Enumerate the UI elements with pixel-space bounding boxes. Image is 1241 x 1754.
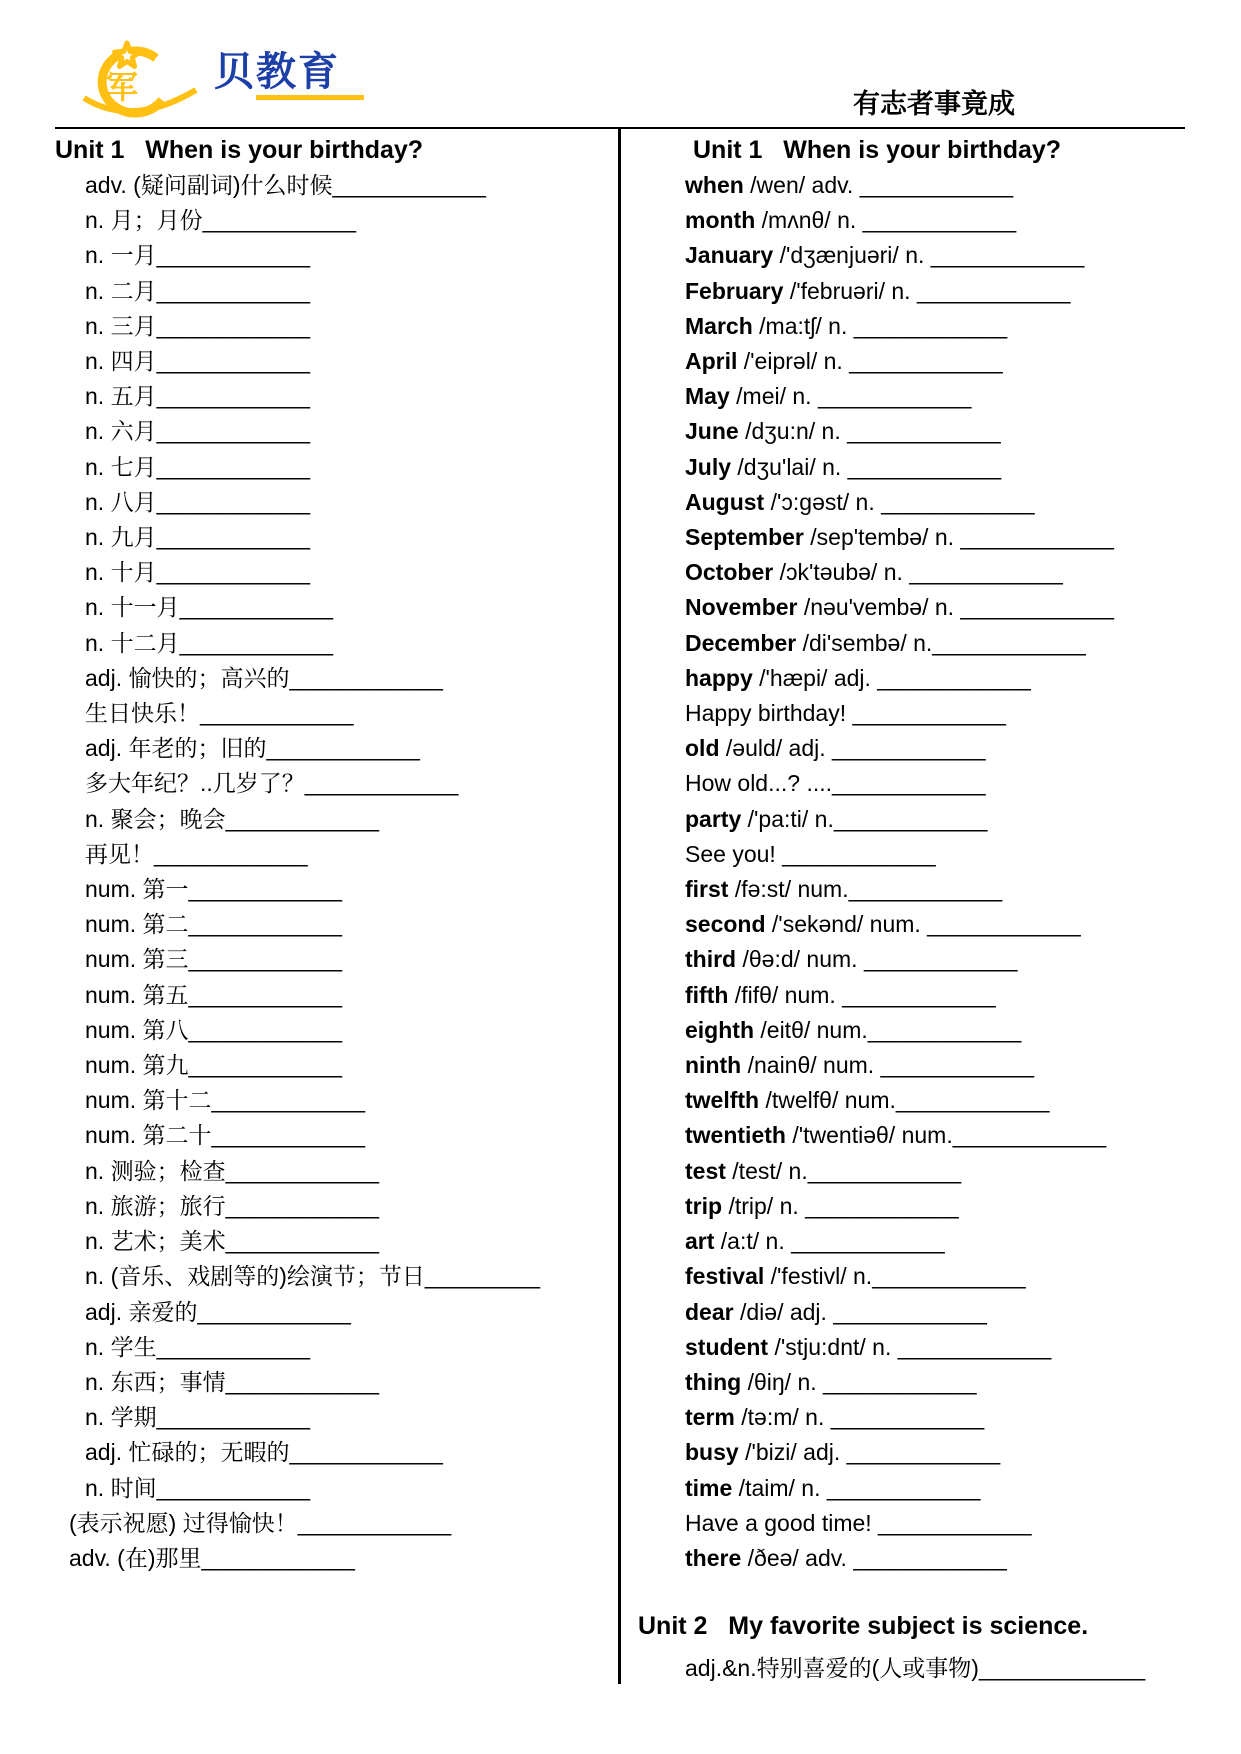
vocab-word: trip: [685, 1192, 723, 1219]
vocab-row-english: [622, 626, 1185, 661]
vocab-word: November: [685, 594, 798, 621]
vocab-phonetic-with-blank: /dʒu'lai/ n. ____________: [731, 453, 1002, 480]
vocab-phonetic-with-blank: /twelfθ/ num.____________: [759, 1087, 1050, 1114]
vocab-row-english: [622, 942, 1185, 977]
vocab-row-chinese: [55, 1118, 615, 1153]
vocab-row-chinese: [55, 626, 615, 661]
vocab-word: August: [685, 488, 765, 515]
left-rows: [55, 168, 615, 1576]
vocab-prompt-with-blank: n. 聚会；晚会____________: [85, 805, 380, 832]
vocab-phonetic-with-blank: /'stju:dnt/ n. ____________: [768, 1333, 1052, 1360]
vocab-row-chinese: [55, 1013, 615, 1048]
vocab-row-chinese: [55, 1471, 615, 1506]
vocab-prompt-with-blank: n. 五月____________: [85, 383, 311, 410]
vocab-row-chinese: [55, 1365, 615, 1400]
vocab-row-chinese: [55, 379, 615, 414]
vocab-word: dear: [685, 1298, 734, 1325]
vocab-row-english: [622, 485, 1185, 520]
vocab-row-chinese: [55, 661, 615, 696]
vocab-row-english: [622, 1259, 1185, 1294]
vocab-phonetic-with-blank: /'bizi/ adj. ____________: [738, 1439, 1001, 1466]
vocab-row-english: [622, 344, 1185, 379]
brand-logo: [70, 40, 364, 122]
vocab-row-chinese: [55, 1224, 615, 1259]
vocab-row-chinese: [55, 1048, 615, 1083]
vocab-row-english: [622, 1083, 1185, 1118]
vocab-prompt-with-blank: n. (音乐、戏剧等的)绘演节；节日_________: [85, 1263, 541, 1290]
vocab-phonetic-with-blank: /mʌnθ/ n. ____________: [755, 207, 1017, 234]
vocab-phonetic-with-blank: /sep'tembə/ n. ____________: [803, 524, 1114, 551]
vocab-row-english: [622, 1541, 1185, 1576]
vocab-phonetic-with-blank: /eitθ/ num.____________: [754, 1016, 1022, 1043]
vocab-word: June: [685, 418, 739, 445]
vocab-row-english: [622, 1506, 1185, 1541]
vocab-row-english: [622, 203, 1185, 238]
vocab-row-chinese: [55, 978, 615, 1013]
vocab-row-english: [622, 766, 1185, 801]
vocab-word: first: [685, 876, 729, 903]
vocab-prompt-with-blank: n. 东西；事情____________: [85, 1368, 380, 1395]
vocab-word: when: [685, 172, 744, 198]
vocab-row-english: [622, 872, 1185, 907]
vocab-phonetic-with-blank: /'sekənd/ num. ____________: [765, 911, 1081, 938]
vocab-word: month: [685, 207, 756, 234]
vocab-phonetic-with-blank: /θə:d/ num. ____________: [736, 946, 1018, 973]
vocab-prompt-with-blank: num. 第二____________: [85, 911, 343, 938]
vocab-word: October: [685, 559, 774, 586]
vocab-row-english: [622, 309, 1185, 344]
vocab-phonetic-with-blank: Happy birthday! ____________: [685, 700, 1006, 727]
vocab-word: thing: [685, 1368, 742, 1395]
vocab-row-chinese: [55, 1154, 615, 1189]
vocab-phonetic-with-blank: /test/ n.____________: [725, 1157, 962, 1184]
vocab-row-english: [622, 802, 1185, 837]
vocab-phonetic-with-blank: /diə/ adj. ____________: [733, 1298, 987, 1325]
vocab-word: April: [685, 348, 738, 375]
vocab-row-chinese: [55, 168, 615, 203]
vocab-prompt-with-blank: adj. 忙碌的；无暇的____________: [85, 1439, 443, 1466]
vocab-word: March: [685, 312, 753, 339]
vocab-prompt-with-blank: n. 六月____________: [85, 418, 311, 445]
vocab-prompt-with-blank: n. 十二月____________: [85, 629, 334, 656]
vocab-prompt-with-blank: adv. (在)那里____________: [69, 1544, 355, 1571]
vocab-row-chinese: [55, 520, 615, 555]
vocab-word: art: [685, 1228, 715, 1255]
vocab-word: fifth: [685, 981, 729, 1008]
vocab-word: happy: [685, 664, 753, 691]
vocab-phonetic-with-blank: /tə:m/ n. ____________: [734, 1404, 985, 1431]
vocab-row-english: [622, 731, 1185, 766]
vocab-row-chinese: [55, 590, 615, 625]
vocab-word: December: [685, 629, 797, 656]
vocab-prompt-with-blank: num. 第三____________: [85, 946, 343, 973]
vocab-row-chinese: [55, 1083, 615, 1118]
vocab-word: old: [685, 735, 720, 762]
vocab-row-chinese: [55, 1541, 615, 1576]
vocab-phonetic-with-blank: /'eiprəl/ n. ____________: [737, 348, 1003, 375]
vocab-row-chinese: [55, 274, 615, 309]
vocab-word: September: [685, 524, 804, 551]
vocab-row-english: [622, 1330, 1185, 1365]
vocab-row-english: [622, 1435, 1185, 1470]
vocab-prompt-with-blank: n. 十一月____________: [85, 594, 334, 621]
vocab-prompt-with-blank: n. 测验；检查____________: [85, 1157, 380, 1184]
vocab-prompt-with-blank: n. 一月____________: [85, 242, 311, 269]
vocab-phonetic-with-blank: /taim/ n. ____________: [732, 1474, 981, 1501]
vocab-word: twelfth: [685, 1087, 760, 1114]
vocab-prompt-with-blank: adj. 年老的；旧的____________: [85, 735, 420, 762]
vocab-word: term: [685, 1404, 735, 1431]
vocab-word: time: [685, 1474, 733, 1501]
vocab-row-chinese: [55, 309, 615, 344]
vocab-row-chinese: [55, 907, 615, 942]
left-column: [55, 133, 615, 1576]
vocab-row-english: [622, 837, 1185, 872]
vocab-prompt-with-blank: n. 十月____________: [85, 559, 311, 586]
vocab-row-chinese: [55, 942, 615, 977]
vocab-phonetic-with-blank: /fə:st/ num.____________: [728, 876, 1003, 903]
vocab-row-english: [622, 1118, 1185, 1153]
right-column: [622, 133, 1185, 1686]
vocab-phonetic-with-blank: Have a good time! ____________: [685, 1509, 1032, 1536]
vocab-prompt-with-blank: n. 学期____________: [85, 1404, 311, 1431]
vocab-prompt-with-blank: n. 八月____________: [85, 488, 311, 515]
vocab-phonetic-with-blank: /trip/ n. ____________: [722, 1192, 959, 1219]
vocab-phonetic-with-blank: /θiŋ/ n. ____________: [741, 1368, 977, 1395]
vocab-prompt-with-blank: (表示祝愿) 过得愉快！____________: [69, 1509, 452, 1536]
logo-underline: [256, 95, 364, 100]
vocab-phonetic-with-blank: /fifθ/ num. ____________: [728, 981, 996, 1008]
vocab-row-english: [622, 590, 1185, 625]
logo-mark-char: 军: [106, 69, 139, 105]
vocab-word: there: [685, 1544, 742, 1571]
vocab-prompt-with-blank: adv. (疑问副词)什么时候____________: [85, 172, 486, 198]
vocab-row-chinese: [55, 696, 615, 731]
vocab-phonetic-with-blank: /nainθ/ num. ____________: [741, 1052, 1035, 1079]
vocab-row-chinese: [55, 1506, 615, 1541]
vocab-row-english: [622, 414, 1185, 449]
vocab-prompt-with-blank: adj. 亲爱的____________: [85, 1298, 351, 1325]
vocab-phonetic-with-blank: /'twentiəθ/ num.____________: [785, 1122, 1107, 1149]
vocab-phonetic-with-blank: /ma:tʃ/ n. ____________: [752, 312, 1008, 339]
vocab-row-chinese: [55, 1189, 615, 1224]
vocab-row-english: [622, 978, 1185, 1013]
vocab-row-english: [622, 168, 1185, 203]
vocab-prompt-with-blank: n. 三月____________: [85, 312, 311, 339]
vocab-row-english: [622, 661, 1185, 696]
vocab-phonetic-with-blank: /ðeə/ adv. ____________: [741, 1544, 1007, 1571]
vocab-phonetic-with-blank: /a:t/ n. ____________: [714, 1228, 945, 1255]
vocab-word: ninth: [685, 1052, 742, 1079]
vocab-phonetic-with-blank: How old...? ....____________: [685, 770, 986, 797]
vocab-prompt-with-blank: n. 四月____________: [85, 348, 311, 375]
vocab-phonetic-with-blank: /mei/ n. ____________: [729, 383, 972, 410]
vocab-row-chinese: [55, 203, 615, 238]
vocab-word: July: [685, 453, 732, 480]
vocab-row-english: [622, 907, 1185, 942]
right-column-heading: Unit 1 When is your birthday?: [693, 136, 1062, 164]
vocab-word: third: [685, 946, 737, 973]
vocab-row-english: [622, 1400, 1185, 1435]
vocab-phonetic-with-blank: /əuld/ adj. ____________: [719, 735, 986, 762]
vocab-prompt-with-blank: num. 第九____________: [85, 1052, 343, 1079]
vocab-row-chinese: [55, 872, 615, 907]
vocab-word: festival: [685, 1263, 765, 1290]
vocab-phonetic-with-blank: /'dʒænjuəri/ n. ____________: [773, 242, 1085, 269]
vocab-row-chinese: [55, 555, 615, 590]
vocab-word: second: [685, 911, 766, 938]
vocab-row-english: [622, 1471, 1185, 1506]
vocab-phonetic-with-blank: /'hæpi/ adj. ____________: [752, 664, 1031, 691]
vocab-phonetic-with-blank: /'pa:ti/ n.____________: [741, 805, 988, 832]
vocab-phonetic-with-blank: See you! ____________: [685, 840, 936, 867]
vocab-word: February: [685, 277, 784, 304]
vocab-row-english: [622, 379, 1185, 414]
vocab-row-chinese: [55, 414, 615, 449]
vocab-row-english: [622, 274, 1185, 309]
vocab-row-chinese: [55, 837, 615, 872]
vocab-row-english: [622, 238, 1185, 273]
vocab-word: test: [685, 1157, 726, 1184]
vocab-row-chinese: [55, 344, 615, 379]
vocab-prompt-with-blank: n. 旅游；旅行____________: [85, 1192, 380, 1219]
vocab-prompt-with-blank: adj. 愉快的；高兴的____________: [85, 664, 443, 691]
vocab-prompt-with-blank: num. 第二十____________: [85, 1122, 366, 1149]
vocab-phonetic-with-blank: /'festivl/ n.____________: [764, 1263, 1026, 1290]
vocab-prompt-with-blank: n. 二月____________: [85, 277, 311, 304]
vocab-row-english: [622, 696, 1185, 731]
vocab-row-chinese: [55, 731, 615, 766]
vocab-prompt-with-blank: num. 第八____________: [85, 1016, 343, 1043]
vocab-phonetic-with-blank: /ɔk'təubə/ n. ____________: [773, 559, 1063, 586]
vocab-row-chinese: [55, 450, 615, 485]
vocab-row-chinese: [55, 238, 615, 273]
vocab-row-chinese: [55, 1435, 615, 1470]
vocab-row-english: [622, 1295, 1185, 1330]
vocab-phonetic-with-blank: /'februəri/ n. ____________: [783, 277, 1071, 304]
motto-text: 有志者事竟成: [853, 89, 1015, 119]
vocab-prompt-with-blank: num. 第五____________: [85, 981, 343, 1008]
vocab-row-english: [622, 520, 1185, 555]
vocab-prompt-with-blank: num. 第一____________: [85, 876, 343, 903]
vocab-row-english: [622, 450, 1185, 485]
vocab-word: January: [685, 242, 774, 269]
vocab-row-english: [622, 1365, 1185, 1400]
vocab-prompt-with-blank: num. 第十二____________: [85, 1087, 366, 1114]
vocab-row-chinese: [55, 1295, 615, 1330]
vocab-row-english: [622, 1224, 1185, 1259]
vocab-prompt-with-blank: n. 时间____________: [85, 1474, 311, 1501]
unit2-heading: Unit 2 My favorite subject is science.: [638, 1612, 1089, 1641]
vocab-word: twentieth: [685, 1122, 786, 1149]
vocab-row-chinese: [55, 766, 615, 801]
vocab-row-english: [622, 1048, 1185, 1083]
vocab-phonetic-with-blank: /dʒu:n/ n. ____________: [738, 418, 1001, 445]
column-divider: [618, 127, 621, 1684]
vocab-row-english: [622, 1013, 1185, 1048]
logo-brand-text: 贝教育: [214, 49, 340, 95]
vocab-prompt-with-blank: 再见！____________: [85, 840, 308, 867]
vocab-row-chinese: [55, 485, 615, 520]
vocab-row-chinese: [55, 1400, 615, 1435]
right-rows: [622, 168, 1185, 1576]
logo-swoosh-star-icon: [70, 40, 220, 122]
vocab-prompt-with-blank: n. 月；月份____________: [85, 207, 357, 234]
left-column-heading: Unit 1 When is your birthday?: [55, 136, 424, 164]
vocab-word: student: [685, 1333, 769, 1360]
vocab-row-english: [622, 1189, 1185, 1224]
vocab-row-chinese: [55, 1330, 615, 1365]
vocab-phonetic-with-blank: /nəu'vembə/ n. ____________: [797, 594, 1114, 621]
vocab-row-chinese: [55, 802, 615, 837]
vocab-word: busy: [685, 1439, 739, 1466]
vocab-phonetic-with-blank: /di'sembə/ n.____________: [796, 629, 1086, 656]
vocab-row-chinese: [55, 1259, 615, 1294]
vocab-prompt-with-blank: 生日快乐！____________: [85, 700, 354, 727]
vocab-prompt-with-blank: n. 艺术；美术____________: [85, 1228, 380, 1255]
vocab-word: May: [685, 383, 730, 410]
vocab-phonetic-with-blank: /'ɔ:gəst/ n. ____________: [764, 488, 1035, 515]
vocab-prompt-with-blank: n. 七月____________: [85, 453, 311, 480]
vocab-row-english: [622, 555, 1185, 590]
unit2-row: adj.&n.特别喜爱的(人或事物)_____________: [685, 1655, 1146, 1682]
vocab-row-english: [622, 1154, 1185, 1189]
vocab-prompt-with-blank: 多大年纪？..几岁了？____________: [85, 770, 459, 797]
vocab-phonetic-with-blank: /wen/ adv. ____________: [743, 172, 1014, 198]
vocab-word: eighth: [685, 1016, 754, 1043]
vocab-prompt-with-blank: n. 九月____________: [85, 524, 311, 551]
vocab-prompt-with-blank: n. 学生____________: [85, 1333, 311, 1360]
vocab-word: party: [685, 805, 742, 832]
